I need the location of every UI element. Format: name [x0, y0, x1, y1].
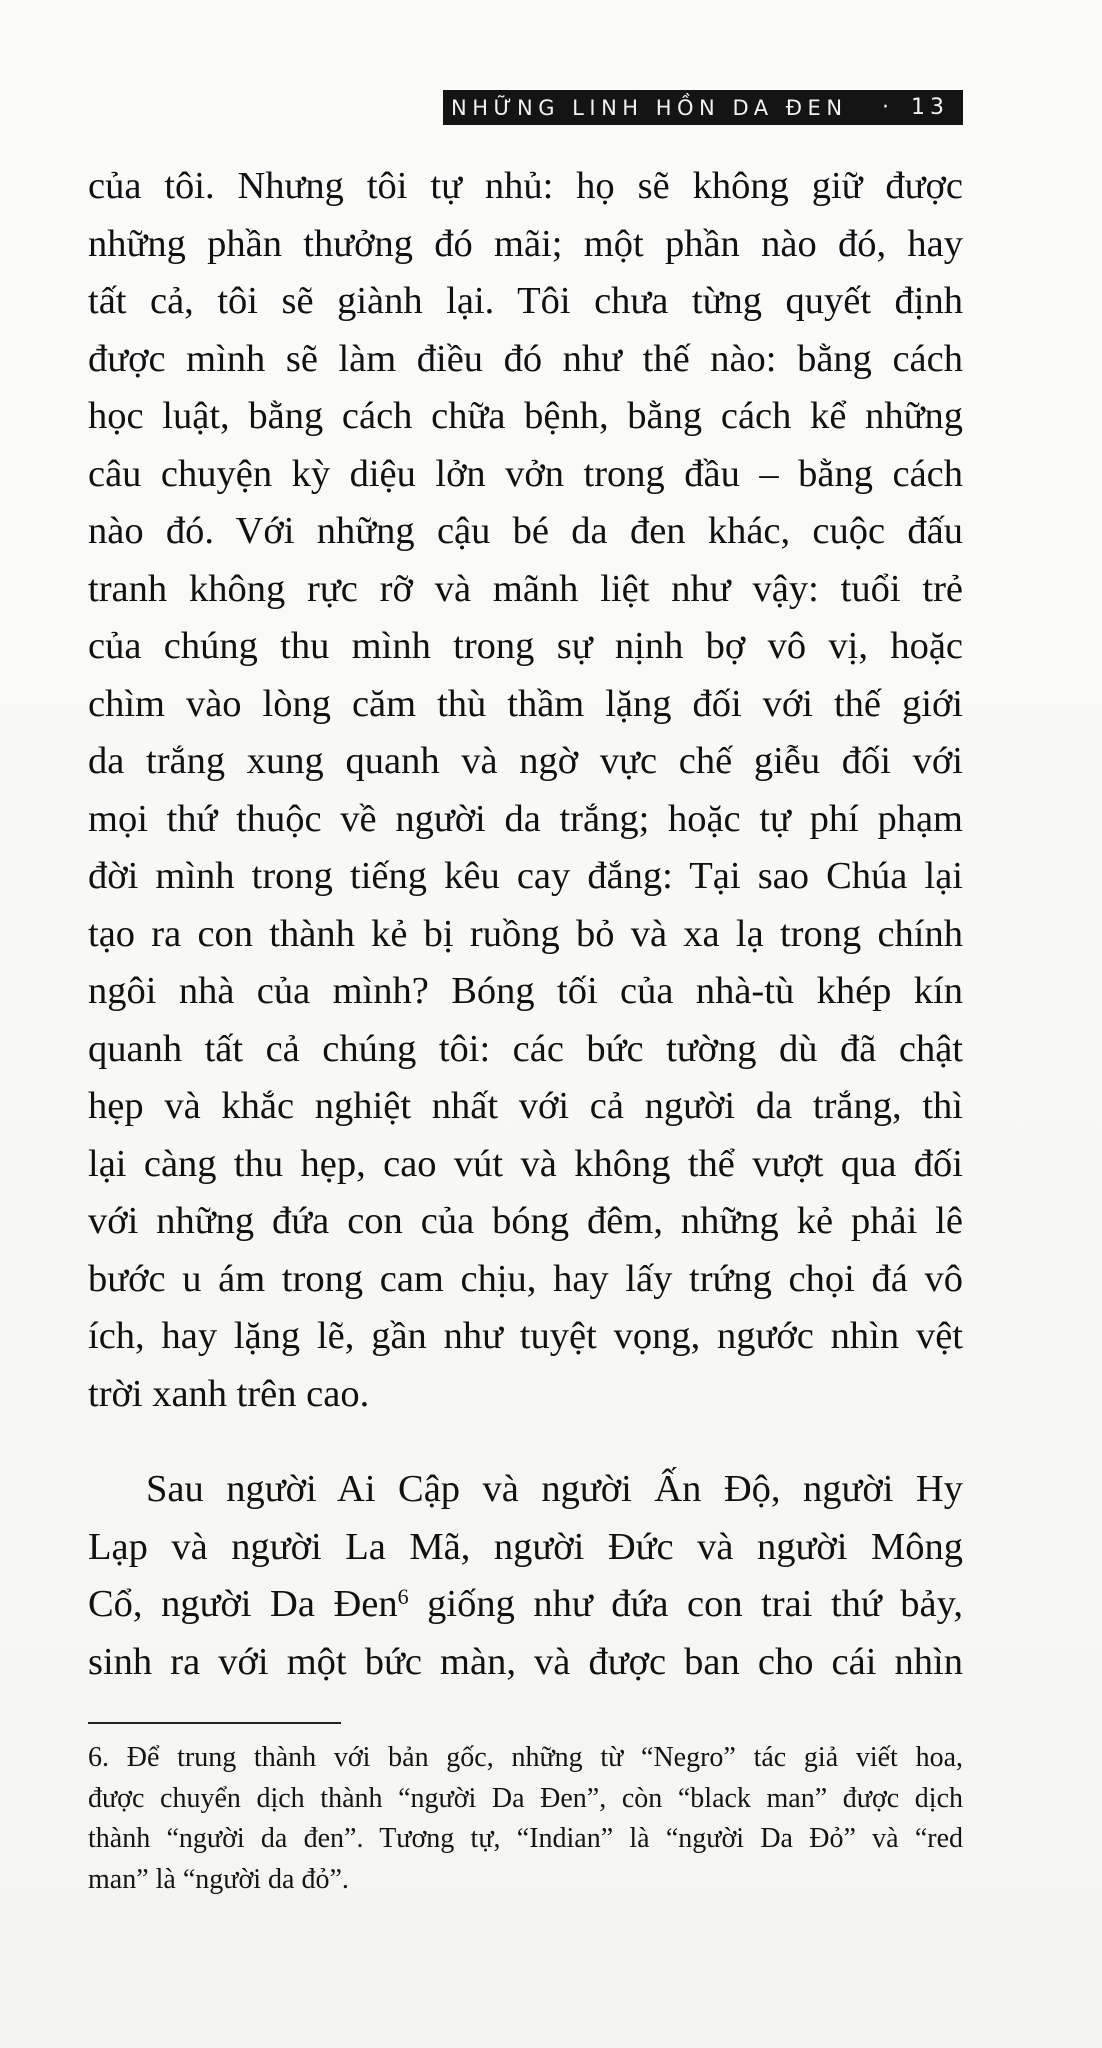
page-number: 13 — [911, 95, 949, 120]
text-line: được mình sẽ làm điều đó như thế nào: bằng cách — [88, 337, 963, 380]
text-line: hẹp và khắc nghiệt nhất với cả người da trắng, thì — [88, 1085, 963, 1127]
text-line: quanh tất cả chúng tôi: các bức tường dù đã chật — [88, 1027, 963, 1070]
text-segment: Cổ, người Da Đen — [88, 1583, 398, 1625]
text-segment: giống như đứa con trai thứ bảy, — [408, 1583, 964, 1625]
paragraph-1 — [88, 158, 963, 1423]
paragraph-2 — [88, 1461, 963, 1691]
text-line: đời mình trong tiếng kêu cay đắng: Tại sao Chúa lại — [88, 855, 963, 897]
text-line: học luật, bằng cách chữa bệnh, bằng cách kể những — [88, 395, 963, 437]
text-line — [88, 1576, 963, 1634]
text-line: trời xanh trên cao. — [88, 1372, 370, 1415]
text-line: chìm vào lòng căm thù thầm lặng đối với thế giới — [88, 682, 963, 725]
text-line: những phần thưởng đó mãi; một phần nào đó, hay — [88, 222, 963, 265]
text-line: Sau người Ai Cập và người Ấn Độ, người Hy — [146, 1468, 963, 1510]
text-line: tạo ra con thành kẻ bị ruồng bỏ và xa lạ trong chính — [88, 912, 963, 955]
footnote-reference: 6 — [397, 1584, 409, 1610]
text-line: nào đó. Với những cậu bé da đen khác, cuộc đấu — [88, 510, 963, 552]
footnote-line: thành “người da đen”. Tương tự, “Indian” là “người Da Đỏ” và “red — [88, 1823, 963, 1854]
text-line: bước u ám trong cam chịu, hay lấy trứng chọi đá vô — [88, 1257, 963, 1300]
footnote-line: được chuyển dịch thành “người Da Đen”, còn “black man” được dịch — [88, 1782, 963, 1814]
text-line: sinh ra với một bức màn, và được ban cho cái nhìn — [88, 1640, 963, 1683]
text-line: ngôi nhà của mình? Bóng tối của nhà-tù khép kín — [88, 970, 963, 1012]
footnote-line: 6. Để trung thành với bản gốc, những từ “Negro” tác giả viết hoa, — [88, 1742, 963, 1773]
running-header — [443, 90, 963, 125]
text-line: tranh không rực rỡ và mãnh liệt như vậy: tuổi trẻ — [88, 567, 963, 610]
footnote-line: man” là “người da đỏ”. — [88, 1863, 349, 1895]
text-line: da trắng xung quanh và ngờ vực chế giễu đối với — [88, 740, 963, 782]
footnote-divider — [88, 1722, 341, 1724]
footnote — [88, 1738, 963, 1900]
running-header-title: NHỮNG LINH HỒN DA ĐEN — [451, 95, 848, 120]
text-line: mọi thứ thuộc về người da trắng; hoặc tự phí phạm — [88, 797, 963, 840]
body-text — [88, 158, 963, 1691]
text-line: của chúng thu mình trong sự nịnh bợ vô vị, hoặc — [88, 625, 963, 667]
text-line: với những đứa con của bóng đêm, những kẻ phải lê — [88, 1200, 963, 1242]
text-line: Lạp và người La Mã, người Đức và người Mông — [88, 1525, 963, 1568]
text-line: lại càng thu hẹp, cao vút và không thể vượt qua đối — [88, 1142, 963, 1185]
paragraph-gap — [88, 1423, 963, 1461]
text-line: ích, hay lặng lẽ, gần như tuyệt vọng, ngước nhìn vệt — [88, 1315, 963, 1357]
running-header-separator: · — [882, 95, 889, 120]
text-line: của tôi. Nhưng tôi tự nhủ: họ sẽ không giữ được — [88, 165, 963, 207]
text-line: tất cả, tôi sẽ giành lại. Tôi chưa từng quyết định — [88, 280, 963, 322]
text-line: câu chuyện kỳ diệu lởn vởn trong đầu – bằng cách — [88, 452, 963, 495]
